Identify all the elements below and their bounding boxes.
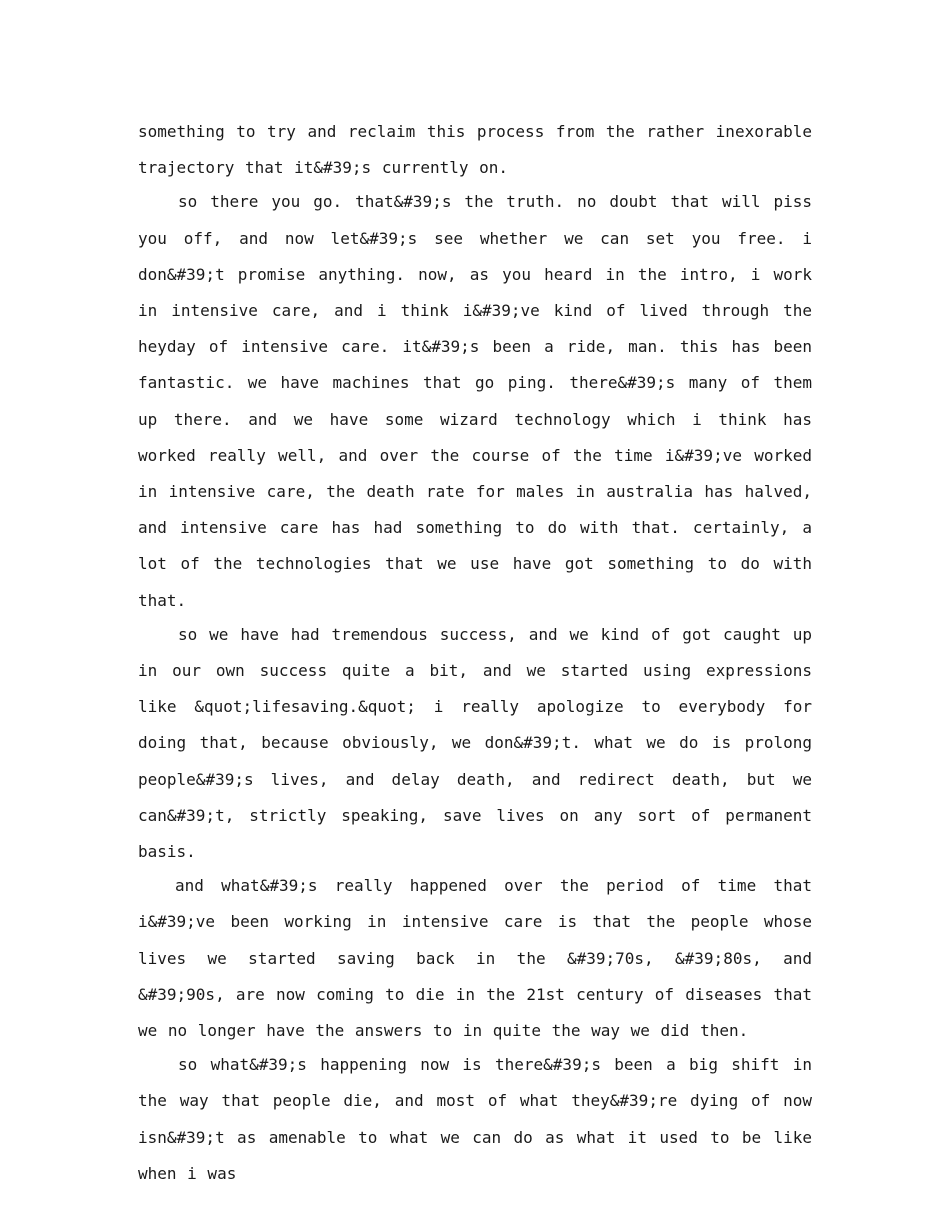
document-body <box>138 114 812 1190</box>
paragraph-2: so there you go. that&#39;s the truth. no doubt that will piss you off, and now let&#39;s see whether we can set you free. i don&#39;t promise anything. now, as you heard in the intro, i work in intensive care, and i think i&#39;ve kind of lived through the heyday of intensive care. it&#39;s been a ride, man. this has been fantastic. we have machines that go ping. there&#39;s many of them up there. and we have some wizard technology which i think has worked really well, and over the course of the time i&#39;ve worked in intensive care, the death rate for males in australia has halved, and intensive care has had something to do with that. certainly, a lot of the technologies that we use have got something to do with that. <box>138 192 812 610</box>
paragraph-3: so we have had tremendous success, and we kind of got caught up in our own success quite a bit, and we started using expressions like &quot;lifesaving.&quot; i really apologize to everybody for doing that, because obviously, we don&#39;t. what we do is prolong people&#39;s lives, and delay death, and redirect death, but we can&#39;t, strictly speaking, save lives on any sort of permanent basis. <box>138 624 812 862</box>
paragraph-4: and what&#39;s really happened over the period of time that i&#39;ve been working in intensive care is that the people whose lives we started saving back in the &#39;70s, &#39;80s, and &#39;90s, are now coming to die in the 21st century of diseases that we no longer have the answers to in quite the way we did then. <box>138 876 812 1041</box>
paragraph-1: something to try and reclaim this process from the rather inexorable trajectory that it&#39;s currently on. <box>138 122 812 178</box>
paragraph-5: so what&#39;s happening now is there&#39;s been a big shift in the way that people die, and most of what they&#39;re dying of now isn&#39;t as amenable to what we can do as what it used to be like when i was <box>138 1055 812 1183</box>
